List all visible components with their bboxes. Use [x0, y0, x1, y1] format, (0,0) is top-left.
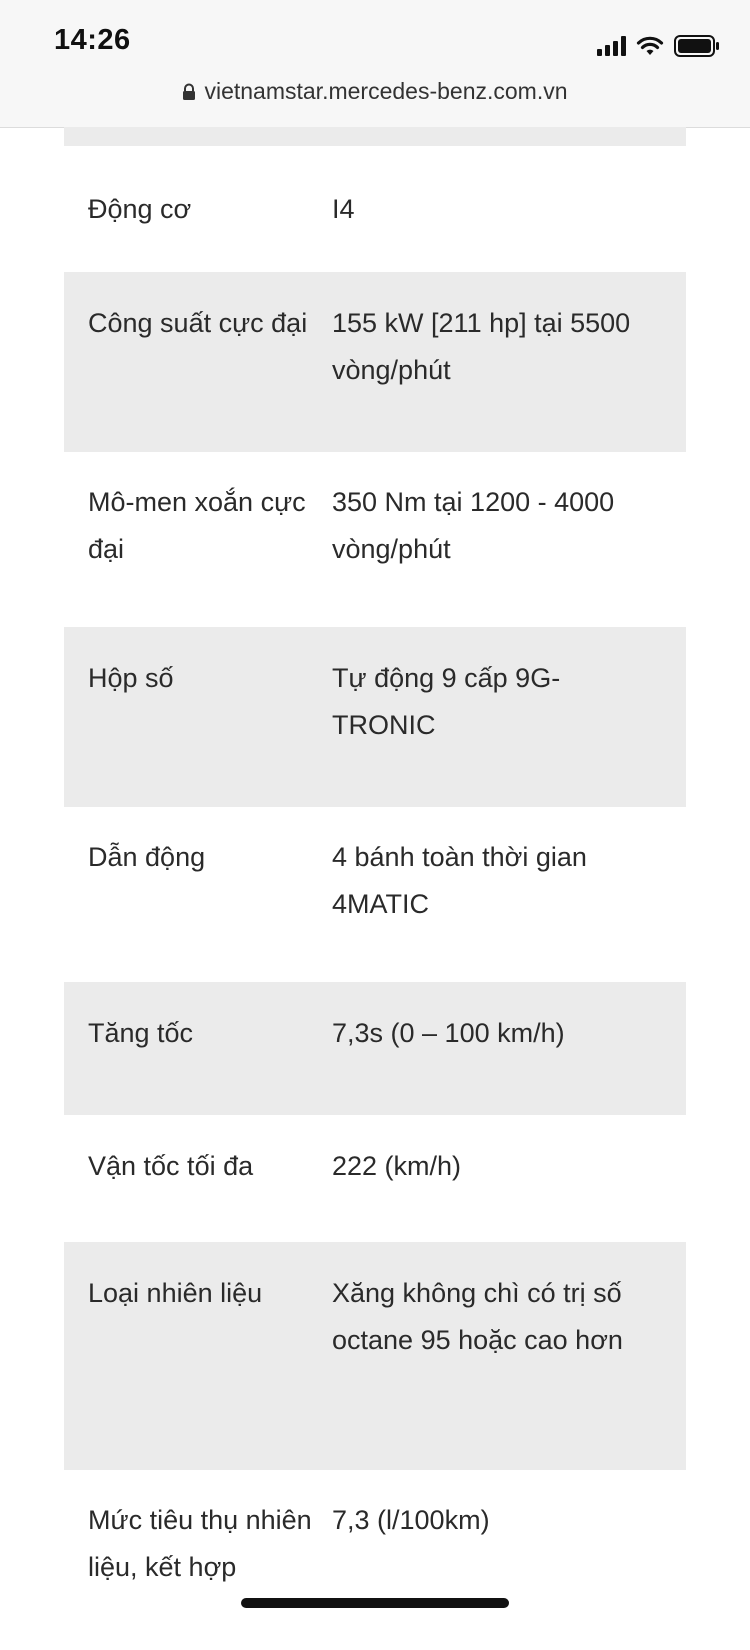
spec-table — [64, 127, 686, 1650]
spec-row-top-speed — [64, 1115, 686, 1242]
spec-value: 350 Nm tại 1200 - 4000 vòng/phút — [332, 487, 615, 564]
spec-value: Tự động 9 cấp 9G-TRONIC — [332, 663, 561, 740]
spec-row-fuel-type — [64, 1242, 686, 1470]
status-time: 14:26 — [54, 24, 131, 56]
spec-label: Tăng tốc — [88, 1018, 194, 1048]
spec-row-fuel-consumption — [64, 1470, 686, 1650]
spec-row-max-torque — [64, 452, 686, 627]
home-indicator[interactable] — [241, 1598, 509, 1608]
spec-row-acceleration — [64, 982, 686, 1115]
url-text: vietnamstar.mercedes-benz.com.vn — [204, 78, 568, 104]
browser-top-bar — [0, 0, 750, 128]
spec-value: 7,3 (l/100km) — [332, 1505, 490, 1535]
spec-label: Công suất cực đại — [88, 308, 308, 338]
spec-row-drivetrain — [64, 807, 686, 982]
status-icons — [597, 34, 720, 58]
address-bar[interactable] — [0, 78, 750, 107]
spec-label: Dẫn động — [88, 842, 206, 872]
spec-label: Loại nhiên liệu — [88, 1278, 263, 1308]
spec-value: 155 kW [211 hp] tại 5500 vòng/phút — [332, 308, 631, 385]
spec-row-max-power — [64, 272, 686, 452]
spec-value: 7,3s (0 – 100 km/h) — [332, 1018, 565, 1048]
battery-icon — [674, 35, 720, 57]
wifi-icon — [636, 35, 664, 57]
lock-icon — [182, 80, 196, 107]
spec-row-engine — [64, 146, 686, 272]
spec-label: Động cơ — [88, 194, 192, 224]
spec-label: Mức tiêu thụ nhiên liệu, kết hợp — [88, 1505, 312, 1582]
spec-label: Hộp số — [88, 663, 174, 693]
spec-label: Vận tốc tối đa — [88, 1151, 254, 1181]
spec-value: Xăng không chì có trị số octane 95 hoặc cao hơn — [332, 1278, 623, 1355]
spec-value: 4 bánh toàn thời gian 4MATIC — [332, 842, 587, 919]
previous-row-edge — [64, 127, 686, 146]
cellular-signal-icon — [597, 36, 626, 56]
spec-value: 222 (km/h) — [332, 1151, 462, 1181]
spec-label: Mô-men xoắn cực đại — [88, 487, 306, 564]
spec-row-transmission — [64, 627, 686, 807]
spec-value: I4 — [332, 194, 355, 224]
